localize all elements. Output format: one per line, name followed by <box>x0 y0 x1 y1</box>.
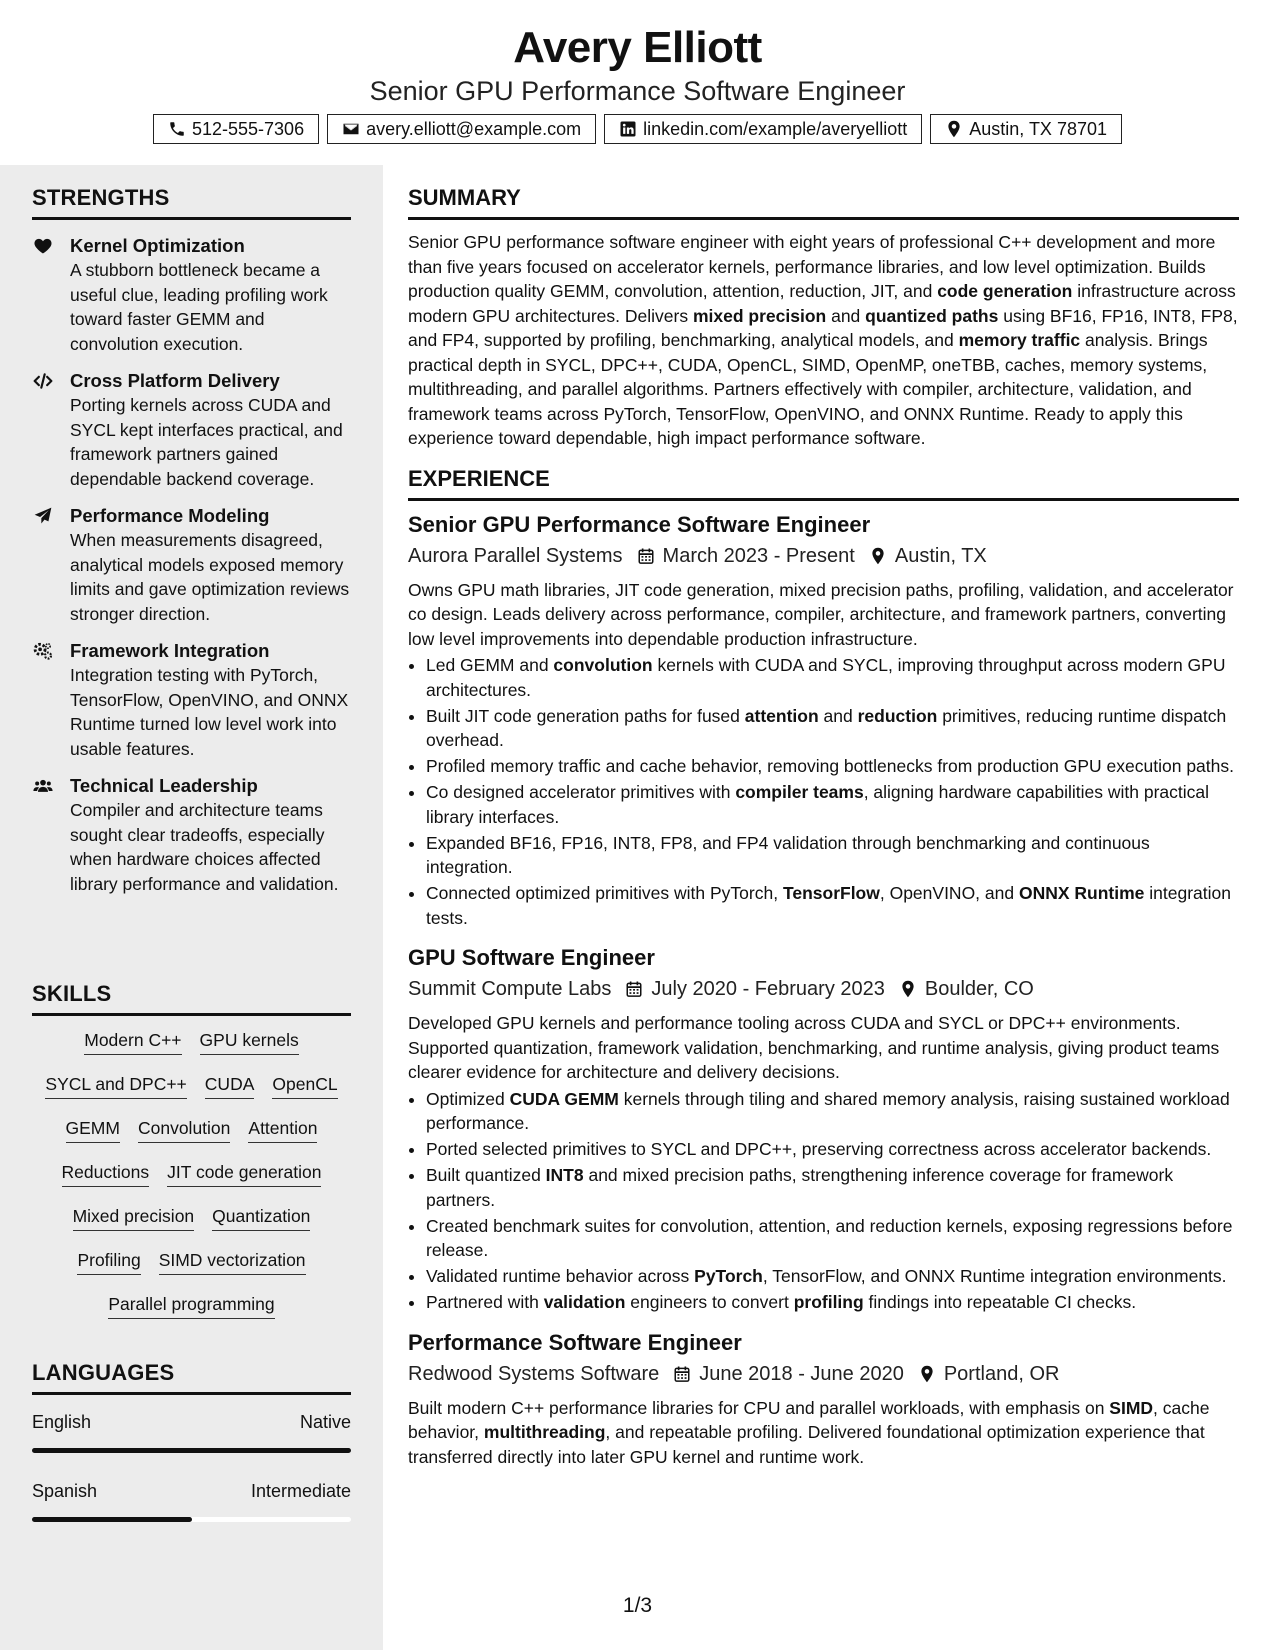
skill-tag: CUDA <box>205 1072 255 1099</box>
map-pin-icon <box>899 980 917 998</box>
calendar-icon <box>637 547 655 565</box>
job-company: Redwood Systems Software <box>408 1362 660 1385</box>
map-pin-icon <box>918 1365 936 1383</box>
job-bullet: • Ported selected primitives to SYCL and DPC++, preserving correctness across accelerator backends. <box>426 1137 1239 1162</box>
skill-tag: Profiling <box>77 1248 140 1275</box>
skill-row <box>32 1072 351 1099</box>
skill-tag: SIMD vectorization <box>159 1248 306 1275</box>
users-icon <box>32 776 54 796</box>
strength-name: Performance Modeling <box>70 505 270 526</box>
skill-tag: OpenCL <box>272 1072 337 1099</box>
page-number: 1/3 <box>622 1594 653 1617</box>
job-description: Developed GPU kernels and performance tooling across CUDA and SYCL or DPC++ environments. Supported quantization, framework validation, benchmarking, and runtime analysis, giving product teams clearer evidence for architecture and delivery decisions. <box>408 1013 1220 1082</box>
skill-tag: SYCL and DPC++ <box>45 1072 186 1099</box>
strengths-heading: STRENGTHS <box>32 185 351 220</box>
job-bullet: • Validated runtime behavior across PyTorch, TensorFlow, and ONNX Runtime integration environments. <box>426 1264 1239 1289</box>
summary-heading: SUMMARY <box>408 185 1239 220</box>
resume-header <box>0 0 1275 165</box>
job-dates: July 2020 - February 2023 <box>651 978 885 1000</box>
skill-tag: Convolution <box>138 1116 230 1143</box>
strength-name: Cross Platform Delivery <box>70 370 280 391</box>
strength-name: Framework Integration <box>70 640 270 661</box>
job-company: Summit Compute Labs <box>408 978 612 1000</box>
language-level: Intermediate <box>250 1481 351 1501</box>
skill-row <box>32 1204 351 1231</box>
gears-icon <box>32 641 54 661</box>
job-bullet: • Connected optimized primitives with PyTorch, TensorFlow, OpenVINO, and ONNX Runtime integration tests. <box>426 881 1239 930</box>
strength-name: Technical Leadership <box>70 775 258 796</box>
job-bullet: • Expanded BF16, FP16, INT8, FP8, and FP4 validation through benchmarking and continuous integration. <box>426 831 1239 880</box>
job-description: Owns GPU math libraries, JIT code generation, mixed precision paths, profiling, validation, and accelerator co design. Leads delivery across performance, compiler, architecture, and framework partners, converting low level improvements into dependable production infrastructure. <box>408 579 1234 649</box>
contact-phone[interactable] <box>153 114 319 144</box>
skill-tag: Modern C++ <box>84 1028 181 1055</box>
skill-tag: Parallel programming <box>108 1292 274 1319</box>
language-proficiency-fill <box>32 1517 192 1522</box>
job-bullet: • Profiled memory traffic and cache behavior, removing bottlenecks from production GPU execution paths. <box>426 754 1239 779</box>
strength-desc: Porting kernels across CUDA and SYCL kept interfaces practical, and framework partners gained dependable backend coverage. <box>70 395 343 489</box>
strengths-section <box>32 185 351 909</box>
skill-row <box>32 1292 351 1319</box>
contact-email[interactable] <box>327 114 596 144</box>
language-item <box>32 1412 351 1481</box>
strength-desc: Compiler and architecture teams sought clear tradeoffs, especially when hardware choices affected library performance and validation. <box>70 800 339 894</box>
language-name: English <box>32 1412 92 1432</box>
skill-row <box>32 1028 351 1055</box>
skills-heading: SKILLS <box>32 981 351 1016</box>
language-item <box>32 1481 351 1550</box>
language-proficiency-bar <box>32 1517 351 1522</box>
job-bullet: • Created benchmark suites for convolution, attention, and reduction kernels, exposing regressions before release. <box>426 1214 1239 1263</box>
job-location: Boulder, CO <box>924 978 1034 1000</box>
contact-location-text: Austin, TX 78701 <box>969 118 1107 139</box>
sidebar <box>0 165 383 1650</box>
job-entry <box>408 1329 1239 1470</box>
language-proficiency-bar <box>32 1448 351 1453</box>
language-level: Native <box>299 1412 351 1432</box>
strength-item <box>32 369 351 491</box>
calendar-icon <box>673 1365 691 1383</box>
strength-item <box>32 234 351 356</box>
job-bullet: • Led GEMM and convolution kernels with CUDA and SYCL, improving throughput across modern GPU architectures. <box>426 653 1239 702</box>
job-entry <box>408 944 1239 1315</box>
linkedin-icon <box>619 120 637 138</box>
job-bullet: • Optimized CUDA GEMM kernels through tiling and shared memory analysis, raising sustained workload performance. <box>426 1087 1239 1136</box>
contact-location <box>930 114 1122 144</box>
envelope-icon <box>342 120 360 138</box>
languages-section <box>32 1360 351 1550</box>
skill-tag: GEMM <box>66 1116 120 1143</box>
strength-desc: A stubborn bottleneck became a useful clue, leading profiling work toward faster GEMM and convolution execution. <box>70 260 328 354</box>
main-content <box>408 165 1239 1469</box>
map-pin-icon <box>945 120 963 138</box>
job-dates: June 2018 - June 2020 <box>699 1362 904 1385</box>
job-location: Austin, TX <box>894 544 987 567</box>
skill-tag: Reductions <box>62 1160 150 1187</box>
skill-tag: Attention <box>248 1116 317 1143</box>
skill-row <box>32 1116 351 1143</box>
experience-list <box>408 511 1239 1470</box>
job-bullet: • Built quantized INT8 and mixed precision paths, strengthening inference coverage for framework partners. <box>426 1163 1239 1212</box>
calendar-icon <box>625 980 643 998</box>
job-bullet: • Co designed accelerator primitives with compiler teams, aligning hardware capabilities with practical library interfaces. <box>426 780 1239 829</box>
paper-plane-icon <box>32 506 54 526</box>
job-meta <box>408 1360 1239 1388</box>
job-company: Aurora Parallel Systems <box>408 544 623 567</box>
job-bullet: • Built JIT code generation paths for fused attention and reduction primitives, reducing runtime dispatch overhead. <box>426 704 1239 753</box>
job-description: Built modern C++ performance libraries for CPU and parallel workloads, with emphasis on SIMD, cache behavior, multithreading, and repeatable profiling. Delivered foundational optimization experience that transferred directly into later GPU kernel and runtime work. <box>408 1397 1210 1467</box>
skills-section <box>32 981 351 1336</box>
strength-desc: Integration testing with PyTorch, TensorFlow, OpenVINO, and ONNX Runtime turned low level work into usable features. <box>70 665 349 759</box>
skill-tag: Quantization <box>212 1204 310 1231</box>
candidate-name: Avery Elliott <box>513 23 762 72</box>
phone-icon <box>168 120 186 138</box>
contact-bar <box>0 114 1275 144</box>
skill-tag: Mixed precision <box>73 1204 195 1231</box>
language-proficiency-fill <box>32 1448 351 1453</box>
experience-heading: EXPERIENCE <box>408 466 1239 501</box>
job-title: Performance Software Engineer <box>408 1329 742 1355</box>
skills-list <box>32 1028 351 1319</box>
skill-row <box>32 1160 351 1187</box>
strength-item <box>32 504 351 626</box>
contact-email-text: avery.elliott@example.com <box>366 118 582 139</box>
skill-tag: GPU kernels <box>200 1028 299 1055</box>
job-location: Portland, OR <box>943 1362 1060 1385</box>
job-dates: March 2023 - Present <box>662 544 855 567</box>
job-entry <box>408 511 1239 931</box>
candidate-title: Senior GPU Performance Software Engineer <box>369 76 906 106</box>
contact-linkedin[interactable] <box>604 114 922 144</box>
skill-row <box>32 1248 351 1275</box>
job-bullet: • Partnered with validation engineers to convert profiling findings into repeatable CI checks. <box>426 1290 1239 1315</box>
languages-heading: LANGUAGES <box>32 1360 351 1395</box>
contact-phone-text: 512-555-7306 <box>191 118 305 139</box>
strength-item <box>32 774 351 896</box>
skill-tag: JIT code generation <box>167 1160 321 1187</box>
strength-item <box>32 639 351 761</box>
summary-text: Senior GPU performance software engineer with eight years of professional C++ development and more than five years focused on accelerator kernels, performance libraries, and low level optimization. Builds production quality GEMM, convolution, attention, reduction, JIT, and code generation infrastructure across modern GPU architectures. Delivers mixed precision and quantized paths using BF16, FP16, INT8, FP8, and FP4, supported by profiling, benchmarking, analytical models, and memory traffic analysis. Brings practical depth in SYCL, DPC++, CUDA, OpenCL, SIMD, OpenMP, oneTBB, caches, memory systems, multithreading, and parallel algorithms. Partners effectively with compiler, architecture, validation, and framework teams across PyTorch, TensorFlow, OpenVINO, and ONNX Runtime. Ready to apply this experience toward dependable, high impact performance software. <box>408 232 1238 448</box>
code-icon <box>32 371 54 391</box>
strength-name: Kernel Optimization <box>70 235 245 256</box>
job-title: Senior GPU Performance Software Engineer <box>408 511 871 537</box>
job-meta <box>408 542 1239 570</box>
map-pin-icon <box>869 547 887 565</box>
heart-icon <box>32 236 54 256</box>
strength-desc: When measurements disagreed, analytical models exposed memory limits and gave optimization reviews stronger direction. <box>70 530 350 624</box>
job-meta <box>408 975 1239 1003</box>
contact-linkedin-text: linkedin.com/example/averyelliott <box>643 118 908 139</box>
job-title: GPU Software Engineer <box>408 945 655 970</box>
language-name: Spanish <box>32 1481 98 1501</box>
job-bullets <box>408 653 1239 930</box>
job-bullets <box>408 1087 1239 1315</box>
